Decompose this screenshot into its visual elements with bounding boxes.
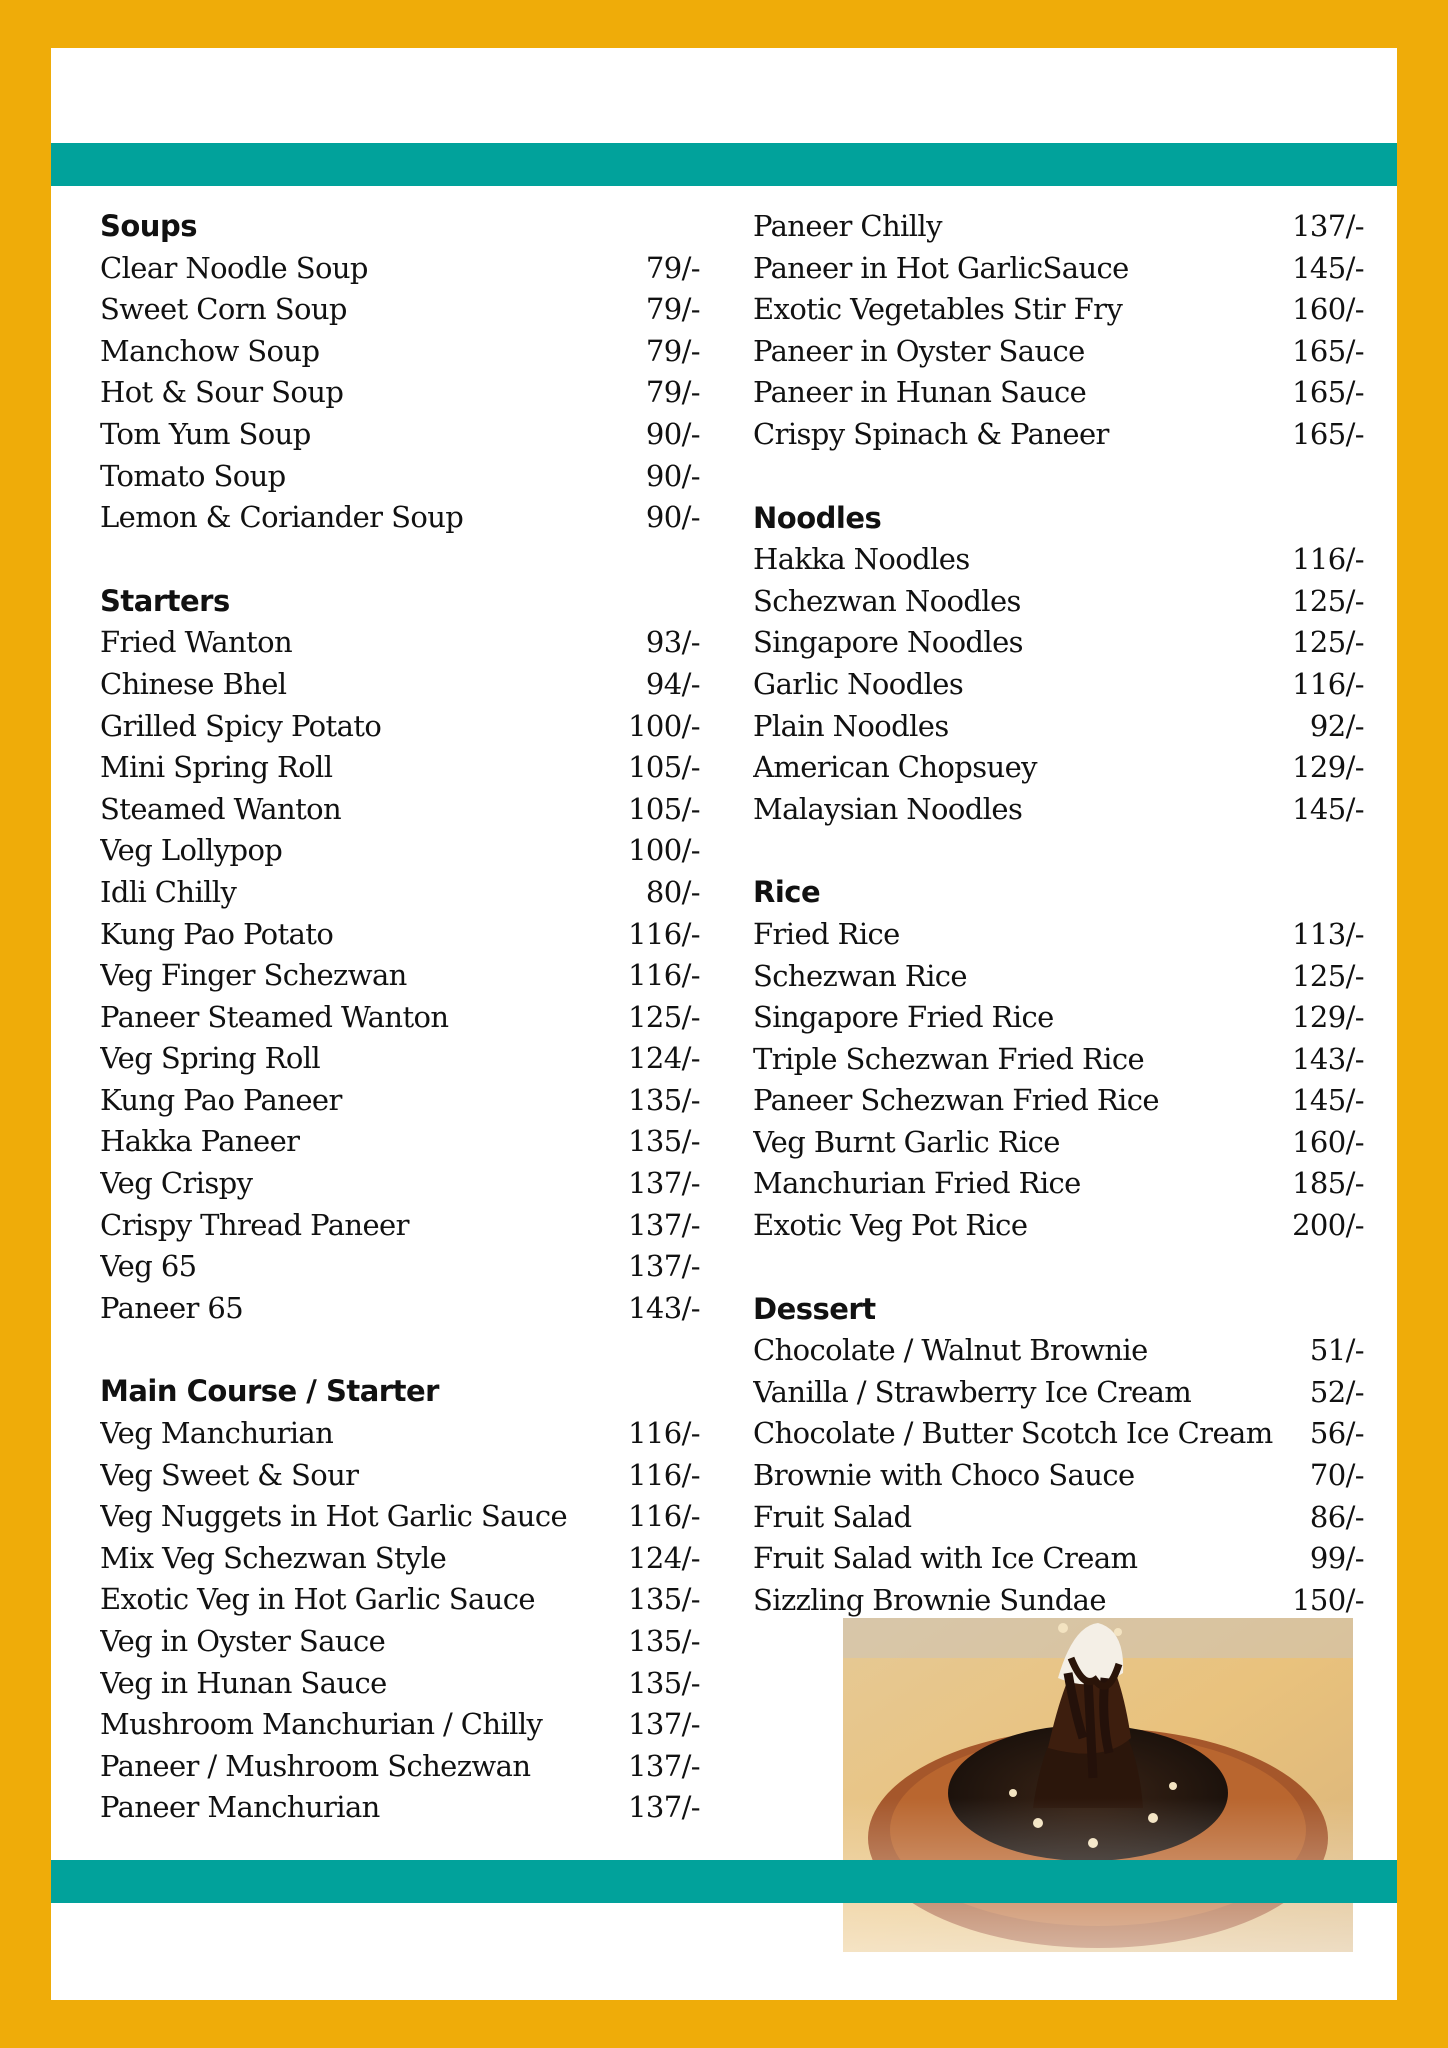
menu-item-name: Crispy Spinach & Paneer [753,416,1109,451]
menu-item-name: Paneer Schezwan Fried Rice [753,1083,1159,1118]
section-heading: Rice [753,875,821,910]
menu-item [100,622,700,664]
menu-item-name: Exotic Veg Pot Rice [753,1208,1028,1243]
menu-item-name: Triple Schezwan Fried Rice [753,1041,1145,1076]
menu-item [100,1538,700,1580]
menu-item-price: 137/- [1292,209,1364,243]
menu-item-name: Fried Rice [753,916,900,951]
menu-item-price: 92/- [1309,708,1364,743]
menu-item-price: 145/- [1292,791,1364,826]
menu-section-noodles [753,498,1364,831]
menu-item [753,1163,1364,1205]
menu-item [753,331,1364,373]
menu-item [753,1497,1364,1539]
menu-item [753,664,1364,706]
menu-item [753,1413,1364,1455]
menu-item-name: Exotic Vegetables Stir Fry [753,292,1123,327]
menu-item-name: Tom Yum Soup [100,416,311,451]
menu-item [100,830,700,872]
menu-item [100,1121,700,1163]
menu-item [753,1205,1364,1247]
menu-item [100,1246,700,1288]
menu-item [753,248,1364,290]
menu-item [100,997,700,1039]
menu-item-name: Paneer Manchurian [100,1790,380,1825]
menu-item [100,1455,700,1497]
menu-item [100,289,700,331]
menu-item-price: 93/- [645,625,700,660]
menu-item-name: Mini Spring Roll [100,750,333,785]
menu-item [100,1163,700,1205]
menu-item-price: 90/- [645,416,700,451]
menu-item [753,1372,1364,1414]
menu-item-price: 94/- [645,666,700,701]
menu-item-name: Kung Pao Potato [100,916,334,951]
menu-item [753,1330,1364,1372]
section-heading: Noodles [753,500,882,535]
menu-item [100,372,700,414]
menu-item-price: 200/- [1292,1208,1364,1243]
menu-item [753,289,1364,331]
menu-item [753,206,1364,248]
menu-item-name: Vanilla / Strawberry Ice Cream [753,1374,1192,1409]
menu-item-price: 90/- [645,500,700,535]
menu-section-starters [100,581,700,1330]
menu-item-name: Schezwan Rice [753,958,967,993]
menu-item [100,331,700,373]
menu-item [100,1579,700,1621]
menu-item [753,622,1364,664]
menu-item-name: Veg Crispy [100,1166,253,1201]
menu-item-name: Veg Burnt Garlic Rice [753,1124,1060,1159]
menu-item [100,1205,700,1247]
menu-item-name: Mushroom Manchurian / Chilly [100,1707,543,1742]
menu-item-price: 86/- [1309,1499,1364,1534]
menu-item-name: Singapore Fried Rice [753,1000,1054,1035]
menu-section-rice [753,872,1364,1246]
menu-item-price: 116/- [628,916,700,951]
menu-item [100,1704,700,1746]
menu-item-price: 165/- [1292,375,1364,410]
menu-item [100,789,700,831]
menu-item [753,789,1364,831]
menu-item-price: 129/- [1292,1000,1364,1035]
menu-item-price: 113/- [1292,916,1364,951]
menu-item-name: Tomato Soup [100,458,286,493]
menu-item-name: Manchurian Fried Rice [753,1166,1081,1201]
menu-item-name: Veg Sweet & Sour [100,1457,359,1492]
menu-item-price: 135/- [628,1624,700,1658]
section-heading: Starters [100,583,230,618]
menu-item-price: 100/- [628,833,700,868]
menu-item-price: 124/- [628,1540,700,1575]
menu-item [753,1538,1364,1580]
menu-item-name: Veg Nuggets in Hot Garlic Sauce [100,1499,568,1534]
menu-item-name: Clear Noodle Soup [100,250,368,285]
menu-item [100,872,700,914]
menu-item [753,1039,1364,1081]
menu-item-name: Mix Veg Schezwan Style [100,1540,447,1575]
menu-item-name: Hakka Noodles [753,542,970,577]
menu-item [100,747,700,789]
menu-item-name: Veg Finger Schezwan [100,958,407,993]
menu-item [100,1496,700,1538]
menu-item-name: Steamed Wanton [100,791,342,826]
menu-item-name: Paneer / Mushroom Schezwan [100,1748,531,1783]
menu-item [753,706,1364,748]
top-teal-band [51,143,1397,186]
menu-item [100,914,700,956]
menu-item-price: 135/- [628,1124,700,1159]
menu-item-name: Fruit Salad [753,1499,912,1534]
menu-item-price: 137/- [628,1707,700,1742]
menu-item [753,1580,1364,1622]
menu-item-name: Sweet Corn Soup [100,292,347,327]
menu-item [753,997,1364,1039]
menu-item [753,581,1364,623]
menu-item [100,955,700,997]
menu-item-price: 51/- [1309,1333,1364,1368]
menu-item-price: 160/- [1292,292,1364,327]
menu-item-name: Malaysian Noodles [753,791,1023,826]
menu-item-price: 135/- [628,1665,700,1700]
menu-item-name: Grilled Spicy Potato [100,708,382,743]
menu-item [753,372,1364,414]
menu-item-price: 80/- [645,874,700,909]
menu-item-price: 185/- [1292,1166,1364,1201]
menu-item [100,414,700,456]
menu-item-price: 165/- [1292,333,1364,368]
menu-item-name: Brownie with Choco Sauce [753,1458,1135,1493]
menu-item-price: 129/- [1292,750,1364,785]
menu-item [753,1455,1364,1497]
menu-item-name: Paneer Chilly [753,209,942,243]
menu-item-price: 116/- [628,1416,700,1451]
menu-item-price: 137/- [628,1748,700,1783]
menu-item-price: 79/- [645,333,700,368]
menu-item-price: 143/- [1292,1041,1364,1076]
menu-item [100,1746,700,1788]
menu-item [100,706,700,748]
menu-item [753,956,1364,998]
menu-item-price: 52/- [1309,1374,1364,1409]
menu-item-name: Schezwan Noodles [753,583,1021,618]
menu-item-name: Fried Wanton [100,625,293,660]
menu-item-price: 125/- [628,999,700,1034]
menu-item [100,1787,700,1829]
left-menu-column [100,206,700,1871]
menu-item-price: 56/- [1309,1416,1364,1451]
menu-item-name: Manchow Soup [100,333,320,368]
menu-item-price: 125/- [1292,958,1364,993]
menu-item-price: 90/- [645,458,700,493]
menu-item-price: 105/- [628,750,700,785]
menu-item-price: 105/- [628,791,700,826]
menu-section-dessert [753,1289,1364,1622]
menu-item [100,497,700,539]
menu-item-price: 79/- [645,292,700,327]
section-heading: Soups [100,209,197,243]
bottom-teal-band [51,1860,1397,1903]
menu-item-price: 70/- [1309,1458,1364,1493]
menu-item-price: 116/- [1292,542,1364,577]
section-heading: Dessert [753,1291,876,1326]
menu-item-price: 137/- [628,1166,700,1201]
menu-item [753,1080,1364,1122]
menu-item-name: Paneer in Hot GarlicSauce [753,250,1129,285]
menu-item-price: 79/- [645,375,700,410]
menu-item-name: Paneer 65 [100,1290,244,1325]
menu-item-name: Kung Pao Paneer [100,1082,342,1117]
menu-item-name: Lemon & Coriander Soup [100,500,464,535]
menu-item-name: Veg in Oyster Sauce [100,1624,386,1658]
menu-item-name: Singapore Noodles [753,625,1023,660]
menu-item [100,664,700,706]
menu-section-continued [753,206,1364,456]
menu-item-price: 116/- [628,1457,700,1492]
menu-item-name: Idli Chilly [100,874,237,909]
menu-item-price: 116/- [628,958,700,993]
menu-item [100,1288,700,1330]
menu-item-price: 137/- [628,1207,700,1242]
menu-item-name: Veg 65 [100,1249,197,1284]
menu-item-price: 79/- [645,250,700,285]
menu-item-name: Veg in Hunan Sauce [100,1665,387,1700]
menu-item-price: 143/- [628,1290,700,1325]
menu-item-price: 145/- [1292,250,1364,285]
menu-item-name: Crispy Thread Paneer [100,1207,409,1242]
menu-item-name: Veg Lollypop [100,833,283,868]
section-heading: Main Course / Starter [100,1374,439,1409]
menu-item [100,1621,700,1663]
menu-item [753,539,1364,581]
menu-item-price: 135/- [628,1582,700,1617]
menu-item [100,1080,700,1122]
right-menu-column [753,206,1364,1663]
menu-item-name: Garlic Noodles [753,666,964,701]
menu-item-name: Plain Noodles [753,708,949,743]
menu-item-price: 150/- [1292,1582,1364,1617]
menu-item-name: Paneer Steamed Wanton [100,999,449,1034]
menu-item-name: Chocolate / Butter Scotch Ice Cream [753,1416,1273,1451]
menu-page [51,48,1397,2000]
menu-item-price: 100/- [628,708,700,743]
menu-item [100,1038,700,1080]
menu-item-price: 165/- [1292,416,1364,451]
menu-item-name: Paneer in Hunan Sauce [753,375,1087,410]
menu-item-price: 99/- [1309,1541,1364,1576]
menu-item-price: 135/- [628,1082,700,1117]
menu-item-name: Exotic Veg in Hot Garlic Sauce [100,1582,535,1617]
menu-item-price: 137/- [628,1249,700,1284]
menu-item-price: 125/- [1292,625,1364,660]
menu-item-name: Veg Manchurian [100,1416,334,1451]
menu-item [753,914,1364,956]
menu-item-name: Chocolate / Walnut Brownie [753,1333,1148,1368]
menu-item [100,248,700,290]
menu-item [100,1663,700,1705]
menu-item-name: Fruit Salad with Ice Cream [753,1541,1138,1576]
menu-item-name: Paneer in Oyster Sauce [753,333,1085,368]
menu-item-price: 145/- [1292,1083,1364,1118]
menu-item-price: 160/- [1292,1124,1364,1159]
menu-item-price: 137/- [628,1790,700,1825]
menu-item-name: American Chopsuey [753,750,1037,785]
menu-item [753,747,1364,789]
menu-section-main-course-starter [100,1371,700,1829]
menu-item-name: Hot & Sour Soup [100,375,344,410]
menu-item-name: Hakka Paneer [100,1124,300,1159]
menu-item-name: Veg Spring Roll [100,1041,321,1076]
menu-item-price: 116/- [1292,666,1364,701]
menu-item-price: 125/- [1292,583,1364,618]
menu-item [100,456,700,498]
menu-item-name: Chinese Bhel [100,666,287,701]
menu-item-name: Sizzling Brownie Sundae [753,1582,1106,1617]
menu-section-soups [100,206,700,539]
menu-item [753,1122,1364,1164]
menu-item [100,1413,700,1455]
menu-item-price: 116/- [628,1499,700,1534]
menu-item [753,414,1364,456]
menu-item-price: 124/- [628,1041,700,1076]
